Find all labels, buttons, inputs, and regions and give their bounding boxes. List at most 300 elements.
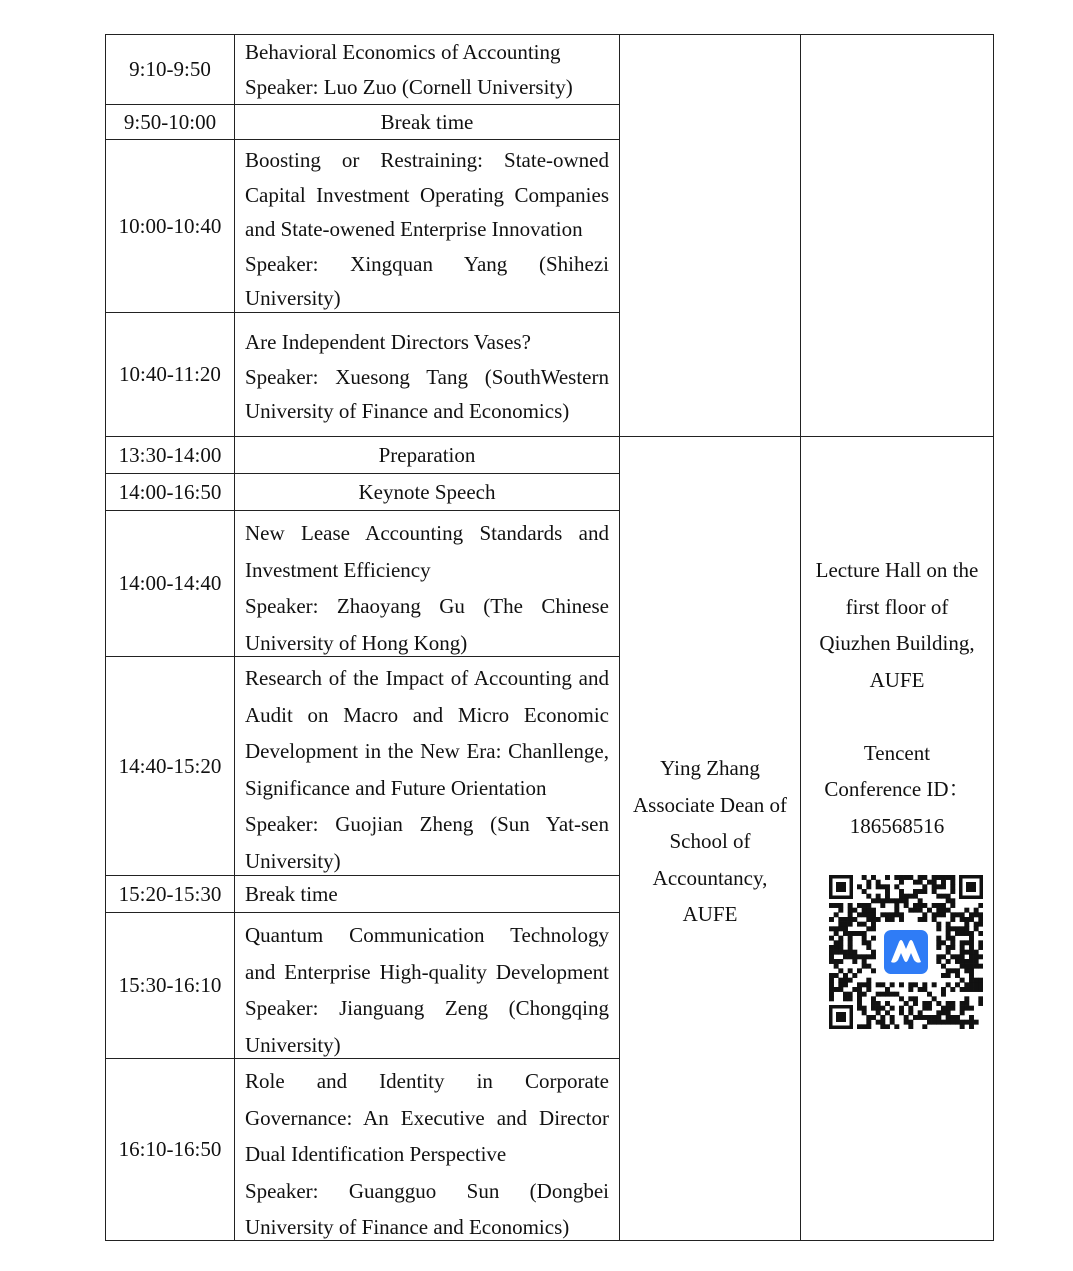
qr-module — [974, 1020, 979, 1025]
qr-module — [946, 968, 951, 973]
description-line: Speaker: Xuesong Tang (SouthWestern — [245, 364, 609, 389]
qr-module — [918, 898, 923, 903]
qr-module — [829, 917, 834, 922]
qr-module — [871, 912, 876, 917]
tencent-meeting-logo-icon — [881, 927, 931, 977]
qr-module — [913, 889, 918, 894]
qr-module — [890, 912, 895, 917]
qr-module — [960, 945, 965, 950]
qr-module — [894, 903, 899, 908]
qr-module — [936, 1015, 941, 1020]
qr-module — [843, 973, 848, 978]
qr-module — [927, 880, 932, 885]
description-line: Speaker: Xingquan Yang (Shihezi — [245, 251, 609, 276]
qr-module — [955, 1015, 960, 1020]
qr-module — [978, 931, 983, 936]
qr-module — [885, 1010, 890, 1015]
qr-module — [964, 917, 969, 922]
time-cell: 14:00-14:40 — [118, 571, 222, 596]
qr-module — [838, 987, 843, 992]
qr-module — [894, 884, 899, 889]
qr-module — [885, 917, 890, 922]
qr-module — [932, 889, 937, 894]
host-line: School of — [669, 829, 751, 853]
qr-module — [978, 964, 983, 969]
qr-module — [848, 954, 853, 959]
qr-module — [866, 964, 871, 969]
session-description — [235, 35, 619, 104]
qr-module — [941, 940, 946, 945]
qr-module — [950, 880, 955, 885]
qr-module — [838, 940, 843, 945]
qr-module — [978, 922, 983, 927]
qr-module — [932, 912, 937, 917]
qr-module — [974, 950, 979, 955]
qr-module — [880, 884, 885, 889]
qr-module — [885, 875, 890, 880]
qr-module — [866, 880, 871, 885]
qr-module — [843, 982, 848, 987]
qr-module — [913, 903, 918, 908]
qr-module — [936, 1010, 941, 1015]
qr-module — [829, 982, 834, 987]
qr-module — [866, 884, 871, 889]
qr-module — [838, 926, 843, 931]
qr-module — [969, 950, 974, 955]
qr-module — [871, 917, 876, 922]
qr-module — [885, 1001, 890, 1006]
qr-module — [890, 1015, 895, 1020]
qr-module — [848, 931, 853, 936]
qr-module — [936, 903, 941, 908]
qr-module — [964, 931, 969, 936]
qr-module — [843, 954, 848, 959]
qr-module — [941, 912, 946, 917]
qr-module — [960, 950, 965, 955]
qr-module — [890, 992, 895, 997]
qr-module — [890, 982, 895, 987]
qr-module — [890, 1006, 895, 1011]
qr-module — [950, 945, 955, 950]
qr-module — [964, 959, 969, 964]
qr-module — [880, 1006, 885, 1011]
qr-module — [932, 1020, 937, 1025]
qr-module — [894, 898, 899, 903]
qr-module — [960, 912, 965, 917]
description-line: Speaker: Guangguo Sun (Dongbei — [245, 1178, 609, 1203]
qr-module — [950, 917, 955, 922]
qr-module — [862, 1010, 867, 1015]
qr-module — [838, 978, 843, 983]
description-line: Capital Investment Operating Companies — [245, 182, 609, 207]
qr-module — [880, 1015, 885, 1020]
qr-module — [899, 917, 904, 922]
qr-module — [936, 940, 941, 945]
qr-module — [890, 917, 895, 922]
qr-module — [974, 982, 979, 987]
qr-module — [936, 1020, 941, 1025]
qr-module — [950, 1015, 955, 1020]
qr-module — [843, 917, 848, 922]
qr-module — [862, 1006, 867, 1011]
qr-module — [960, 964, 965, 969]
qr-module — [941, 987, 946, 992]
qr-module — [946, 959, 951, 964]
qr-module — [950, 889, 955, 894]
qr-module — [834, 903, 839, 908]
qr-module — [852, 917, 857, 922]
qr-module — [829, 936, 834, 941]
qr-module — [936, 912, 941, 917]
qr-module — [922, 987, 927, 992]
qr-module — [918, 917, 923, 922]
qr-module — [880, 992, 885, 997]
qr-module — [927, 908, 932, 913]
qr-module — [918, 1010, 923, 1015]
qr-module — [871, 954, 876, 959]
qr-module — [922, 875, 927, 880]
description-line: Are Independent Directors Vases? — [245, 330, 531, 354]
description-line: New Lease Accounting Standards and — [245, 521, 609, 545]
qr-module — [834, 940, 839, 945]
qr-module — [829, 992, 834, 997]
qr-module — [960, 954, 965, 959]
qr-module — [899, 996, 904, 1001]
qr-module — [834, 945, 839, 950]
session-description — [235, 140, 619, 312]
qr-module — [922, 982, 927, 987]
qr-module — [969, 912, 974, 917]
qr-module — [876, 1020, 881, 1025]
qr-module — [974, 987, 979, 992]
qr-module — [876, 884, 881, 889]
qr-module — [969, 936, 974, 941]
qr-module — [936, 954, 941, 959]
qr-module — [876, 1001, 881, 1006]
time-cell: 14:40-15:20 — [118, 753, 222, 778]
qr-module — [927, 992, 932, 997]
qr-module — [904, 898, 909, 903]
qr-module — [908, 1010, 913, 1015]
qr-module — [974, 922, 979, 927]
qr-module — [866, 894, 871, 899]
qr-module — [927, 1001, 932, 1006]
qr-module — [880, 903, 885, 908]
qr-module — [890, 1020, 895, 1025]
qr-module — [904, 1001, 909, 1006]
qr-module — [955, 973, 960, 978]
qr-module — [946, 1015, 951, 1020]
qr-module — [904, 1015, 909, 1020]
qr-module — [922, 1001, 927, 1006]
qr-module — [946, 982, 951, 987]
qr-module — [871, 968, 876, 973]
qr-module — [904, 894, 909, 899]
qr-module — [946, 1001, 951, 1006]
qr-module — [885, 884, 890, 889]
description-line: Governance: An Executive and Director — [245, 1105, 609, 1130]
qr-module — [880, 1024, 885, 1029]
qr-module — [955, 959, 960, 964]
qr-module — [941, 973, 946, 978]
qr-module — [960, 940, 965, 945]
qr-module — [834, 912, 839, 917]
session-description — [235, 913, 619, 1058]
qr-module — [978, 945, 983, 950]
time-cell: 9:50-10:00 — [123, 109, 217, 134]
qr-module — [978, 903, 983, 908]
qr-module — [918, 987, 923, 992]
qr-module — [834, 964, 839, 969]
qr-module — [922, 912, 927, 917]
qr-module — [899, 894, 904, 899]
qr-module — [941, 1010, 946, 1015]
qr-module — [862, 1024, 867, 1029]
qr-module — [936, 875, 941, 880]
qr-module — [922, 884, 927, 889]
host-line: Associate Dean of — [633, 792, 787, 817]
qr-code[interactable] — [829, 875, 983, 1029]
qr-module — [978, 917, 983, 922]
qr-module — [974, 964, 979, 969]
qr-module — [848, 996, 853, 1001]
qr-module — [866, 987, 871, 992]
qr-module — [922, 1024, 927, 1029]
qr-module — [946, 908, 951, 913]
qr-module — [848, 945, 853, 950]
qr-module — [829, 978, 834, 983]
qr-module — [932, 996, 937, 1001]
qr-module — [936, 926, 941, 931]
qr-module — [848, 936, 853, 941]
qr-module — [946, 1010, 951, 1015]
qr-module — [960, 926, 965, 931]
qr-module — [936, 936, 941, 941]
qr-module — [950, 884, 955, 889]
description-line: Role and Identity in Corporate — [245, 1069, 609, 1093]
qr-module — [918, 1015, 923, 1020]
qr-module — [946, 898, 951, 903]
qr-finder-top-right — [959, 875, 983, 899]
qr-module — [932, 875, 937, 880]
qr-module — [978, 987, 983, 992]
venue-line: first floor of — [845, 594, 949, 619]
qr-module — [974, 908, 979, 913]
qr-module — [960, 1001, 965, 1006]
qr-module — [880, 912, 885, 917]
qr-module — [936, 922, 941, 927]
qr-module — [941, 954, 946, 959]
qr-module — [946, 894, 951, 899]
qr-module — [904, 875, 909, 880]
qr-module — [922, 889, 927, 894]
qr-module — [950, 954, 955, 959]
description-line: Quantum Communication Technology — [245, 923, 609, 947]
qr-module — [857, 1006, 862, 1011]
qr-module — [862, 964, 867, 969]
qr-module — [866, 978, 871, 983]
description-line: University) — [245, 1032, 341, 1057]
description-line: Speaker: Guojian Zheng (Sun Yat-sen — [245, 812, 609, 836]
qr-module — [969, 964, 974, 969]
qr-module — [969, 973, 974, 978]
qr-module — [913, 982, 918, 987]
time-cell: 15:30-16:10 — [118, 973, 222, 998]
qr-module — [927, 1015, 932, 1020]
table-divider-host — [619, 34, 620, 1241]
qr-module — [876, 917, 881, 922]
session-description — [235, 1059, 619, 1240]
description-line: and Enterprise High-quality Development — [245, 959, 609, 984]
qr-module — [866, 1024, 871, 1029]
qr-module — [960, 959, 965, 964]
qr-module — [932, 1015, 937, 1020]
qr-module — [880, 982, 885, 987]
venue-line: Conference ID： — [824, 777, 970, 801]
qr-module — [848, 908, 853, 913]
qr-module — [964, 1001, 969, 1006]
qr-module — [852, 959, 857, 964]
qr-module — [876, 992, 881, 997]
host-line: Accountancy, — [652, 865, 768, 890]
qr-module — [899, 1010, 904, 1015]
qr-module — [843, 926, 848, 931]
qr-module — [866, 1020, 871, 1025]
qr-module — [978, 940, 983, 945]
time-cell: 10:40-11:20 — [119, 362, 221, 387]
qr-module — [941, 880, 946, 885]
qr-module — [871, 922, 876, 927]
qr-module — [955, 931, 960, 936]
time-cell: 10:00-10:40 — [118, 213, 222, 238]
qr-module — [852, 987, 857, 992]
qr-module — [922, 917, 927, 922]
qr-module — [946, 936, 951, 941]
qr-module — [829, 950, 834, 955]
qr-module — [838, 917, 843, 922]
qr-module — [946, 931, 951, 936]
qr-module — [913, 880, 918, 885]
session-description — [235, 657, 619, 875]
table-border-right — [993, 34, 994, 1241]
qr-module — [908, 987, 913, 992]
qr-module — [894, 992, 899, 997]
qr-module — [964, 950, 969, 955]
qr-module — [955, 954, 960, 959]
qr-module — [871, 996, 876, 1001]
description-line: Dual Identification Perspective — [245, 1142, 507, 1166]
qr-module — [969, 1024, 974, 1029]
qr-module — [848, 978, 853, 983]
qr-module — [922, 903, 927, 908]
host-line: Ying Zhang — [660, 756, 760, 780]
qr-module — [866, 940, 871, 945]
qr-module — [862, 912, 867, 917]
qr-module — [946, 950, 951, 955]
qr-module — [848, 917, 853, 922]
qr-module — [946, 922, 951, 927]
qr-module — [838, 982, 843, 987]
qr-module — [950, 936, 955, 941]
qr-module — [838, 945, 843, 950]
qr-module — [964, 982, 969, 987]
qr-module — [960, 978, 965, 983]
qr-module — [969, 982, 974, 987]
qr-module — [908, 996, 913, 1001]
qr-module — [866, 982, 871, 987]
qr-module — [876, 880, 881, 885]
qr-module — [932, 982, 937, 987]
qr-module — [899, 898, 904, 903]
time-cell: 13:30-14:00 — [118, 442, 222, 467]
qr-module — [843, 922, 848, 927]
qr-module — [885, 894, 890, 899]
qr-module — [857, 1001, 862, 1006]
qr-module — [871, 1001, 876, 1006]
qr-module — [871, 898, 876, 903]
qr-module — [964, 940, 969, 945]
description-line: Audit on Macro and Micro Economic — [245, 702, 609, 727]
qr-module — [960, 1020, 965, 1025]
qr-module — [848, 903, 853, 908]
session-description — [235, 313, 619, 436]
description-line: University of Hong Kong) — [245, 630, 468, 655]
qr-module — [969, 987, 974, 992]
qr-finder-top-left — [829, 875, 853, 899]
session-description — [235, 511, 619, 656]
qr-module — [885, 987, 890, 992]
qr-module — [932, 880, 937, 885]
description-line: Investment Efficiency — [245, 557, 431, 582]
qr-module — [978, 978, 983, 983]
qr-module — [862, 940, 867, 945]
qr-module — [838, 903, 843, 908]
qr-module — [974, 959, 979, 964]
qr-module — [946, 1006, 951, 1011]
qr-module — [941, 964, 946, 969]
description-line: Behavioral Economics of Accounting — [245, 40, 561, 64]
qr-module — [922, 1006, 927, 1011]
qr-module — [838, 908, 843, 913]
qr-module — [885, 992, 890, 997]
time-cell: 16:10-16:50 — [118, 1137, 222, 1162]
description-line: Research of the Impact of Accounting and — [245, 666, 609, 690]
qr-module — [950, 926, 955, 931]
qr-module — [852, 954, 857, 959]
description-line: University of Finance and Economics) — [245, 1215, 570, 1239]
qr-module — [834, 931, 839, 936]
qr-module — [950, 912, 955, 917]
qr-module — [955, 912, 960, 917]
qr-module — [932, 903, 937, 908]
qr-module — [969, 954, 974, 959]
qr-module — [829, 959, 834, 964]
qr-module — [950, 898, 955, 903]
qr-finder-bottom-left — [829, 1005, 853, 1029]
qr-module — [871, 1015, 876, 1020]
description-line: Break time — [245, 882, 338, 906]
qr-module — [941, 992, 946, 997]
qr-module — [932, 884, 937, 889]
qr-module — [871, 936, 876, 941]
venue-line: Qiuzhen Building, — [819, 631, 975, 655]
qr-module — [955, 926, 960, 931]
qr-module — [866, 903, 871, 908]
qr-module — [866, 954, 871, 959]
qr-module — [838, 936, 843, 941]
qr-module — [857, 1024, 862, 1029]
qr-module — [964, 922, 969, 927]
